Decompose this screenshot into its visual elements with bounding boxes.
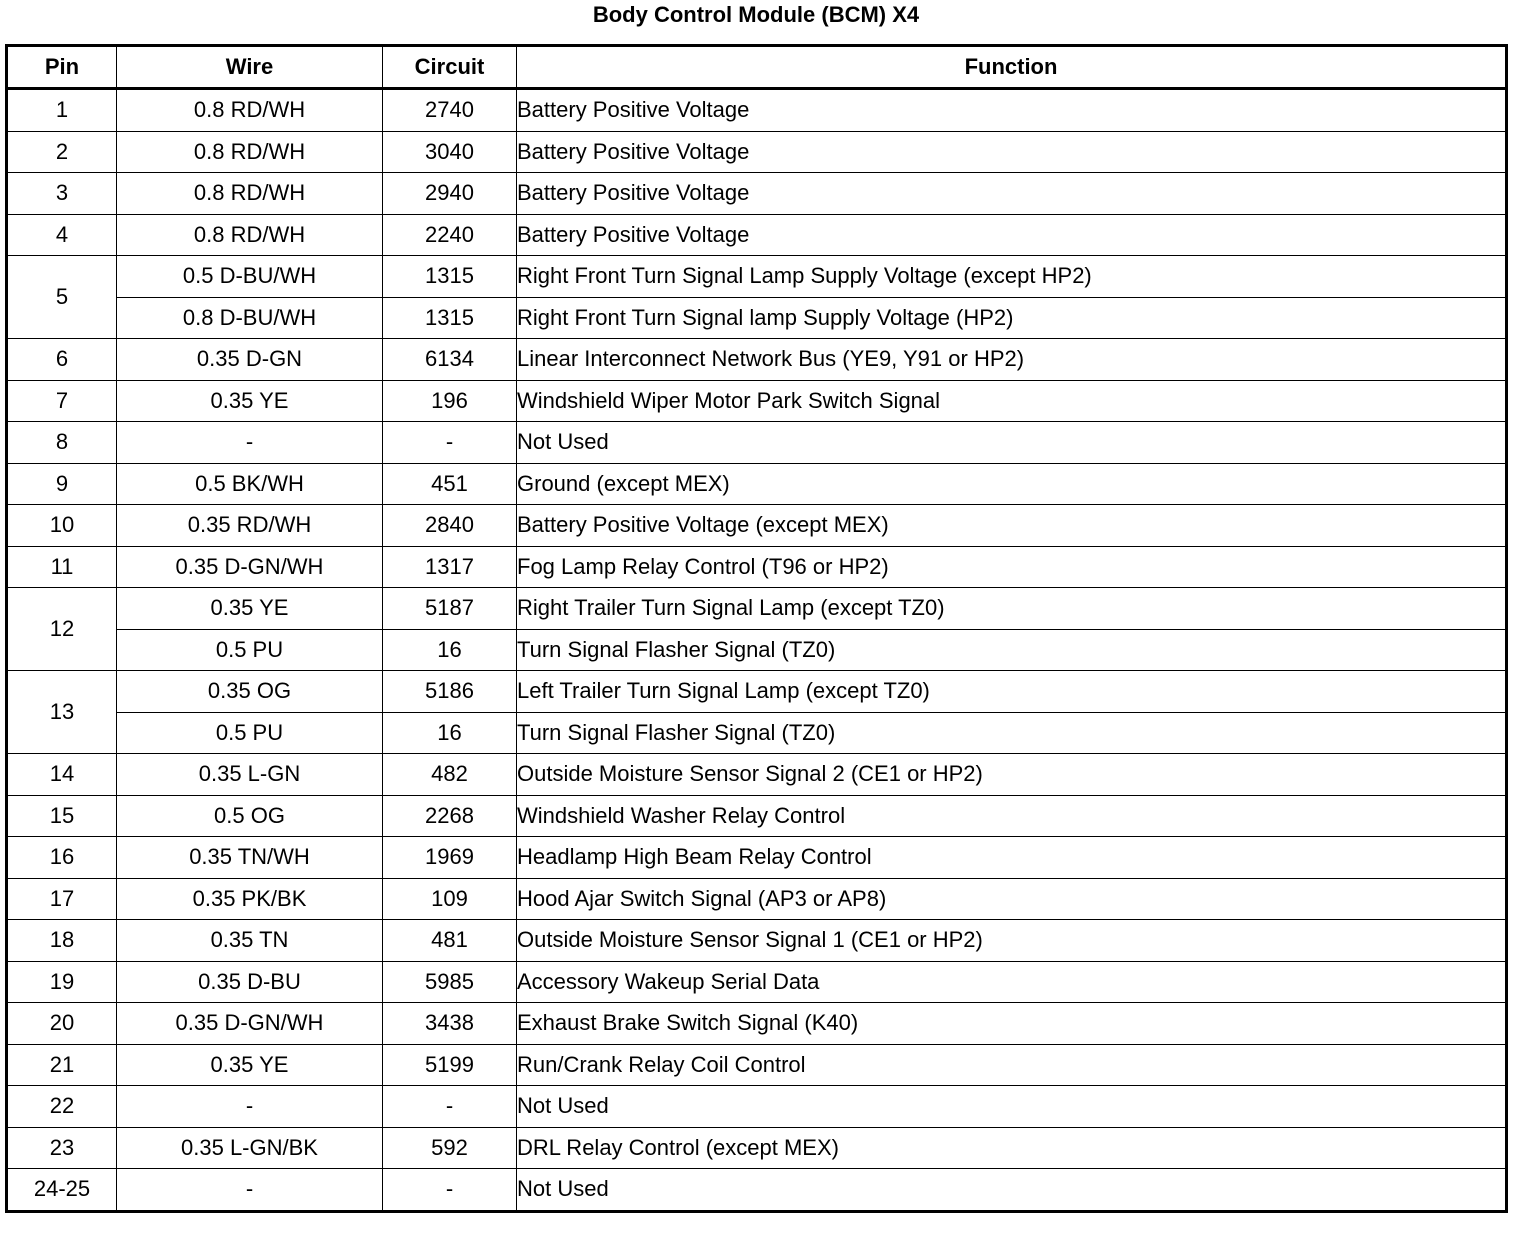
circuit-cell: 2840: [383, 505, 517, 547]
function-cell: Run/Crank Relay Coil Control: [517, 1044, 1507, 1086]
table-row: [7, 920, 1507, 962]
function-cell: Accessory Wakeup Serial Data: [517, 961, 1507, 1003]
pin-cell: 20: [7, 1003, 117, 1045]
wire-cell: 0.8 D-BU/WH: [117, 297, 383, 339]
pin-cell: 24-25: [7, 1169, 117, 1212]
circuit-cell: 109: [383, 878, 517, 920]
function-cell: Battery Positive Voltage: [517, 173, 1507, 215]
function-cell: Exhaust Brake Switch Signal (K40): [517, 1003, 1507, 1045]
pin-cell: 15: [7, 795, 117, 837]
pin-cell: 19: [7, 961, 117, 1003]
wire-cell: 0.5 BK/WH: [117, 463, 383, 505]
table-row: [7, 1003, 1507, 1045]
pin-cell: 16: [7, 837, 117, 879]
table-row: [7, 173, 1507, 215]
table-row: [7, 339, 1507, 381]
pin-cell: 7: [7, 380, 117, 422]
column-header-function: Function: [517, 46, 1507, 89]
table-row: [7, 1086, 1507, 1128]
function-cell: Right Trailer Turn Signal Lamp (except TZ0): [517, 588, 1507, 630]
pin-cell: 21: [7, 1044, 117, 1086]
circuit-cell: 16: [383, 712, 517, 754]
pin-cell: 11: [7, 546, 117, 588]
function-cell: Turn Signal Flasher Signal (TZ0): [517, 629, 1507, 671]
pin-cell: 2: [7, 131, 117, 173]
table-row: [7, 546, 1507, 588]
circuit-cell: 2240: [383, 214, 517, 256]
circuit-cell: 3040: [383, 131, 517, 173]
circuit-cell: 451: [383, 463, 517, 505]
table-header: [7, 46, 1507, 89]
circuit-cell: 16: [383, 629, 517, 671]
table-row: [7, 754, 1507, 796]
pin-cell: 12: [7, 588, 117, 671]
wire-cell: 0.35 YE: [117, 380, 383, 422]
header-row: [7, 46, 1507, 89]
table-row: [7, 671, 1507, 713]
table-row: [7, 837, 1507, 879]
function-cell: Linear Interconnect Network Bus (YE9, Y91 or HP2): [517, 339, 1507, 381]
circuit-cell: 1969: [383, 837, 517, 879]
pin-cell: 3: [7, 173, 117, 215]
function-cell: Hood Ajar Switch Signal (AP3 or AP8): [517, 878, 1507, 920]
circuit-cell: 5985: [383, 961, 517, 1003]
pin-cell: 17: [7, 878, 117, 920]
circuit-cell: 6134: [383, 339, 517, 381]
wire-cell: -: [117, 1169, 383, 1212]
circuit-cell: 5187: [383, 588, 517, 630]
wire-cell: 0.35 YE: [117, 1044, 383, 1086]
pin-cell: 9: [7, 463, 117, 505]
pin-cell: 14: [7, 754, 117, 796]
circuit-cell: 2268: [383, 795, 517, 837]
pin-cell: 10: [7, 505, 117, 547]
wire-cell: 0.8 RD/WH: [117, 89, 383, 132]
wire-cell: 0.5 PU: [117, 712, 383, 754]
pin-cell: 8: [7, 422, 117, 464]
table-row: [7, 463, 1507, 505]
wire-cell: 0.35 TN/WH: [117, 837, 383, 879]
wire-cell: 0.35 PK/BK: [117, 878, 383, 920]
table-row: [7, 1044, 1507, 1086]
connector-pinout-table: [5, 44, 1508, 1213]
table-row: [7, 629, 1507, 671]
function-cell: Not Used: [517, 1086, 1507, 1128]
circuit-cell: 3438: [383, 1003, 517, 1045]
function-cell: Not Used: [517, 422, 1507, 464]
wire-cell: -: [117, 1086, 383, 1128]
table-row: [7, 214, 1507, 256]
pin-cell: 23: [7, 1127, 117, 1169]
table-row: [7, 1169, 1507, 1212]
circuit-cell: -: [383, 422, 517, 464]
table-row: [7, 878, 1507, 920]
function-cell: Right Front Turn Signal Lamp Supply Voltage (except HP2): [517, 256, 1507, 298]
table-row: [7, 297, 1507, 339]
function-cell: Turn Signal Flasher Signal (TZ0): [517, 712, 1507, 754]
wire-cell: 0.35 RD/WH: [117, 505, 383, 547]
table-row: [7, 588, 1507, 630]
pin-cell: 18: [7, 920, 117, 962]
table-row: [7, 795, 1507, 837]
wire-cell: 0.35 D-GN: [117, 339, 383, 381]
wire-cell: -: [117, 422, 383, 464]
circuit-cell: 1315: [383, 297, 517, 339]
circuit-cell: 481: [383, 920, 517, 962]
function-cell: DRL Relay Control (except MEX): [517, 1127, 1507, 1169]
function-cell: Battery Positive Voltage: [517, 131, 1507, 173]
function-cell: Battery Positive Voltage (except MEX): [517, 505, 1507, 547]
wire-cell: 0.8 RD/WH: [117, 131, 383, 173]
wire-cell: 0.35 TN: [117, 920, 383, 962]
function-cell: Fog Lamp Relay Control (T96 or HP2): [517, 546, 1507, 588]
table-row: [7, 422, 1507, 464]
table-row: [7, 505, 1507, 547]
wire-cell: 0.5 D-BU/WH: [117, 256, 383, 298]
column-header-circuit: Circuit: [383, 46, 517, 89]
column-header-pin: Pin: [7, 46, 117, 89]
wire-cell: 0.35 L-GN: [117, 754, 383, 796]
wire-cell: 0.5 OG: [117, 795, 383, 837]
pin-cell: 5: [7, 256, 117, 339]
circuit-cell: 2940: [383, 173, 517, 215]
wire-cell: 0.8 RD/WH: [117, 173, 383, 215]
circuit-cell: 1317: [383, 546, 517, 588]
pin-cell: 4: [7, 214, 117, 256]
circuit-cell: 1315: [383, 256, 517, 298]
circuit-cell: 196: [383, 380, 517, 422]
function-cell: Headlamp High Beam Relay Control: [517, 837, 1507, 879]
function-cell: Outside Moisture Sensor Signal 2 (CE1 or HP2): [517, 754, 1507, 796]
pin-cell: 6: [7, 339, 117, 381]
table-body: [7, 89, 1507, 1212]
circuit-cell: -: [383, 1169, 517, 1212]
wire-cell: 0.8 RD/WH: [117, 214, 383, 256]
function-cell: Outside Moisture Sensor Signal 1 (CE1 or HP2): [517, 920, 1507, 962]
function-cell: Not Used: [517, 1169, 1507, 1212]
function-cell: Battery Positive Voltage: [517, 214, 1507, 256]
table-row: [7, 256, 1507, 298]
pin-cell: 1: [7, 89, 117, 132]
circuit-cell: 592: [383, 1127, 517, 1169]
circuit-cell: 2740: [383, 89, 517, 132]
circuit-cell: 5186: [383, 671, 517, 713]
circuit-cell: 5199: [383, 1044, 517, 1086]
pin-cell: 13: [7, 671, 117, 754]
table-title: Body Control Module (BCM) X4: [592, 2, 920, 27]
function-cell: Windshield Washer Relay Control: [517, 795, 1507, 837]
circuit-cell: -: [383, 1086, 517, 1128]
wire-cell: 0.5 PU: [117, 629, 383, 671]
wire-cell: 0.35 D-BU: [117, 961, 383, 1003]
table-row: [7, 712, 1507, 754]
function-cell: Battery Positive Voltage: [517, 89, 1507, 132]
wire-cell: 0.35 L-GN/BK: [117, 1127, 383, 1169]
function-cell: Right Front Turn Signal lamp Supply Voltage (HP2): [517, 297, 1507, 339]
wire-cell: 0.35 D-GN/WH: [117, 546, 383, 588]
table-row: [7, 131, 1507, 173]
function-cell: Ground (except MEX): [517, 463, 1507, 505]
table-row: [7, 89, 1507, 132]
function-cell: Left Trailer Turn Signal Lamp (except TZ0): [517, 671, 1507, 713]
table-row: [7, 380, 1507, 422]
circuit-cell: 482: [383, 754, 517, 796]
pin-cell: 22: [7, 1086, 117, 1128]
function-cell: Windshield Wiper Motor Park Switch Signal: [517, 380, 1507, 422]
wire-cell: 0.35 D-GN/WH: [117, 1003, 383, 1045]
table-row: [7, 1127, 1507, 1169]
table-row: [7, 961, 1507, 1003]
wire-cell: 0.35 YE: [117, 588, 383, 630]
column-header-wire: Wire: [117, 46, 383, 89]
wire-cell: 0.35 OG: [117, 671, 383, 713]
